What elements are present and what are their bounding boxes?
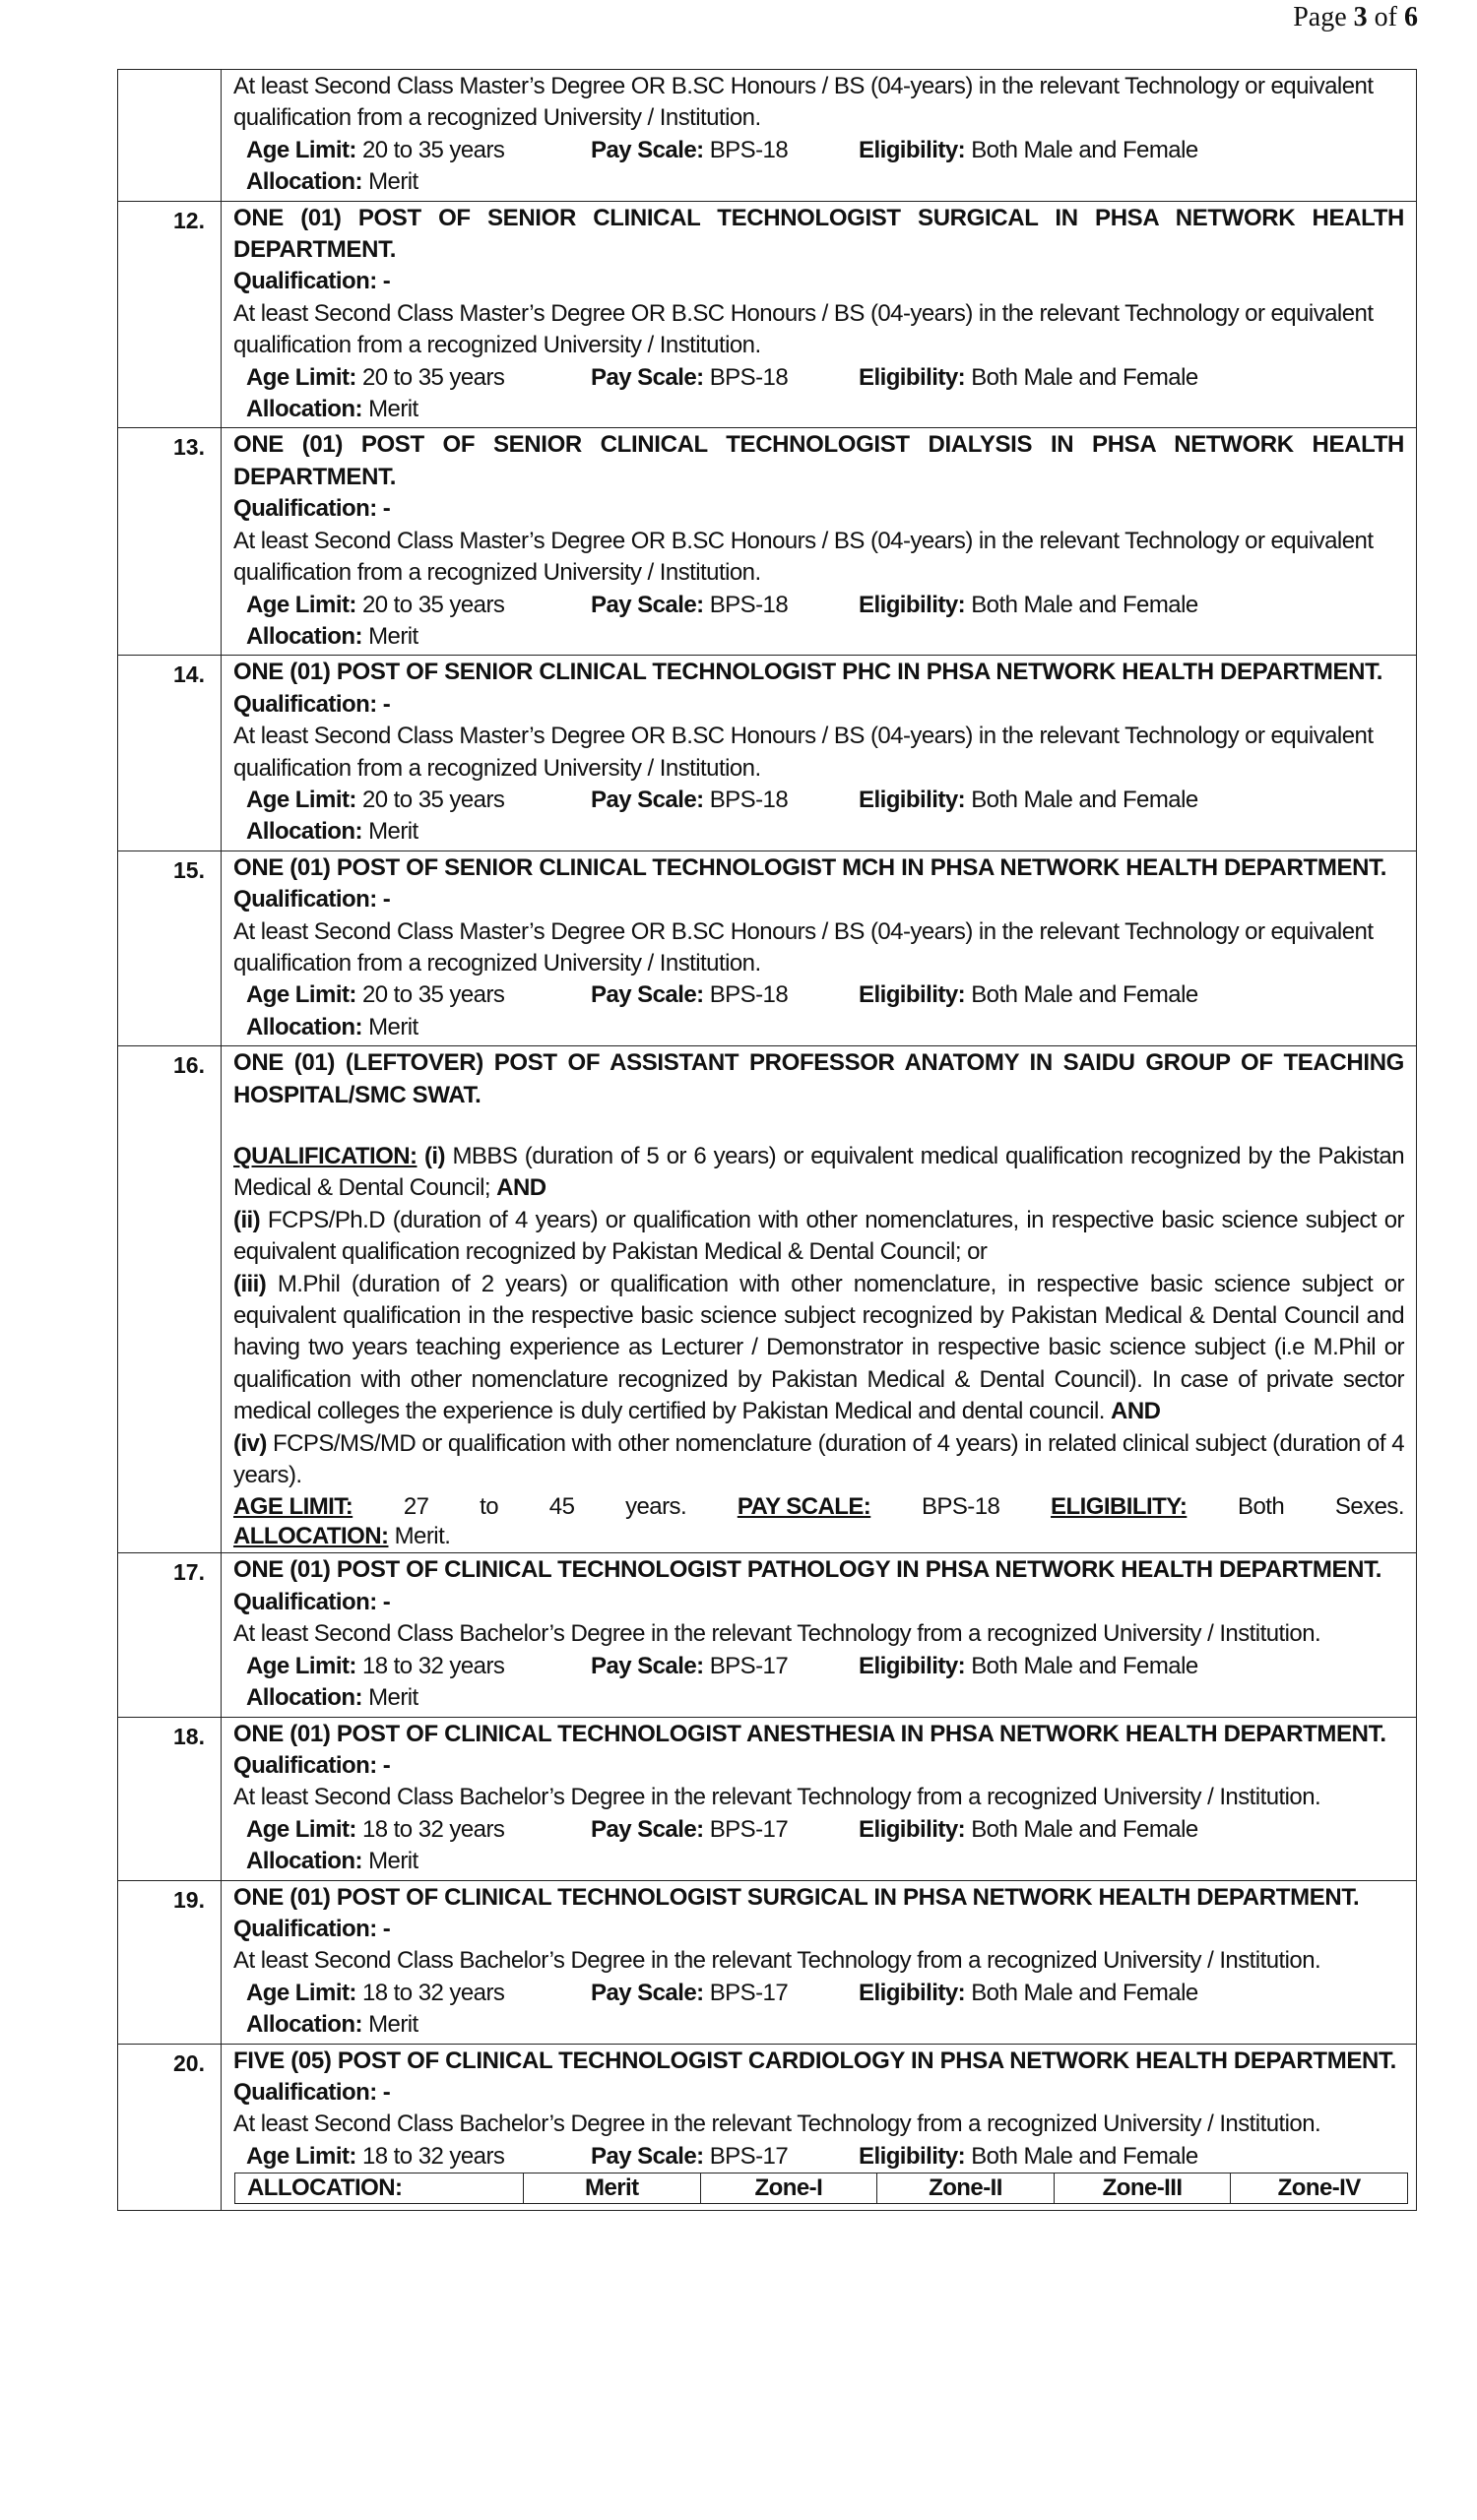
post-title: FIVE (05) POST OF CLINICAL TECHNOLOGIST CARDIOLOGY IN PHSA NETWORK HEALTH DEPARTMENT. [233,2047,1396,2074]
meta-row [233,2141,1404,2173]
age-label: Age Limit: [246,981,356,1009]
allocation-line [233,2009,1404,2041]
pay-value: BPS-18 [921,1493,1000,1521]
eligibility-label: Eligibility: [859,1979,966,2006]
spacer [233,1111,1404,1141]
qualification-ii [233,1205,1404,1269]
allocation-line [233,1846,1404,1877]
eligibility-label: Eligibility: [859,1815,966,1843]
page-total: 6 [1404,2,1418,32]
post-title: ONE (01) POST OF CLINICAL TECHNOLOGIST ANESTHESIA IN PHSA NETWORK HEALTH DEPARTMENT. [233,1720,1386,1747]
page-current: 3 [1353,2,1368,32]
qualification-text: At least Second Class Master’s Degree OR B.SC Honours / BS (04-years) in the relevant Technology or equivalent qualification from a recognized University / Institution. [233,917,1374,976]
eligibility-label: ELIGIBILITY: [1051,1493,1188,1521]
item-number: 12. [118,201,222,428]
allocation-line [233,1012,1404,1043]
pay-value: BPS-18 [709,591,789,618]
age-value: 20 to 35 years [361,786,505,813]
pay-label: PAY SCALE: [737,1493,871,1521]
table-row [118,1046,1417,1553]
age-label: AGE LIMIT: [233,1493,353,1521]
item-number: 19. [118,1880,222,2044]
post-title: ONE (01) POST OF CLINICAL TECHNOLOGIST PATHOLOGY IN PHSA NETWORK HEALTH DEPARTMENT. [233,1556,1382,1584]
qualification-text: At least Second Class Master’s Degree OR B.SC Honours / BS (04-years) in the relevant Technology or equivalent qualification from a recognized University / Institution. [233,73,1374,132]
age-label: Age Limit: [246,786,356,813]
eligibility-value: Both Male and Female [971,136,1198,163]
item-number: 16. [118,1046,222,1553]
item-content [222,2044,1417,2211]
eligibility-value: Both Male and Female [971,786,1198,813]
age-value: 20 to 35 years [361,363,505,391]
qualification-label: Qualification: - [233,886,391,914]
qualification-iii [233,1269,1404,1428]
allocation-value: Merit [368,1848,418,1875]
clause-ii-text: FCPS/Ph.D (duration of 4 years) or qualification with other nomenclatures, in respective basic science subject or equivalent qualification recognized by Pakistan Medical & Dental Council; or [233,1206,1405,1266]
pay-label: Pay Scale: [591,786,704,813]
qualification-label: Qualification: - [233,495,391,523]
item-number [118,70,222,202]
eligibility-label: Eligibility: [859,786,966,813]
post-title: ONE (01) POST OF SENIOR CLINICAL TECHNOLOGIST DIALYSIS IN PHSA NETWORK HEALTH DEPARTMENT. [233,431,1404,490]
table-row [118,428,1417,656]
allocation-value: Merit [368,168,418,196]
pay-label: Pay Scale: [591,1652,704,1679]
eligibility-label: Eligibility: [859,2142,966,2170]
age-label: Age Limit: [246,136,356,163]
meta-row [233,590,1404,621]
item-content [222,1717,1417,1880]
allocation-table [234,2173,1408,2204]
clause-iii-label: (iii) [233,1270,267,1297]
qualification-label: QUALIFICATION: [233,1143,417,1169]
page-prefix: Page [1293,2,1347,32]
qualification-label: Qualification: - [233,1588,391,1615]
meta-row [233,1978,1404,2009]
item-content [222,1553,1417,1717]
eligibility-value: Both Male and Female [971,2142,1198,2170]
posts-table [117,69,1417,2211]
post-title: ONE (01) POST OF SENIOR CLINICAL TECHNOLOGIST PHC IN PHSA NETWORK HEALTH DEPARTMENT. [233,659,1383,686]
allocation-zone-1: Zone-I [700,2174,877,2204]
eligibility-value: Both [1238,1493,1285,1521]
allocation-label: ALLOCATION: [233,1523,389,1550]
age-value: 18 to 32 years [361,1979,505,2006]
eligibility-label: Eligibility: [859,981,966,1009]
qualification-iv [233,1428,1404,1492]
allocation-label: Allocation: [246,622,362,650]
page-sep: of [1374,2,1397,32]
item-number: 17. [118,1553,222,1717]
clause-ii-label: (ii) [233,1206,261,1233]
eligibility-value: Both Male and Female [971,981,1198,1009]
pay-label: Pay Scale: [591,591,704,618]
qualification-label: Qualification: - [233,690,391,718]
allocation-zone-4: Zone-IV [1231,2174,1408,2204]
table-row [118,1880,1417,2044]
item-content [222,70,1417,202]
qualification-label: Qualification: - [233,268,391,295]
item-number: 20. [118,2044,222,2211]
pay-value: BPS-17 [709,2142,789,2170]
age-label: Age Limit: [246,591,356,618]
and-connector: AND [1111,1398,1161,1425]
allocation-zone-2: Zone-II [877,2174,1055,2204]
item-number: 13. [118,428,222,656]
post-title: ONE (01) POST OF SENIOR CLINICAL TECHNOLOGIST MCH IN PHSA NETWORK HEALTH DEPARTMENT. [233,853,1387,881]
age-value: 18 to 32 years [361,1815,505,1843]
item-content [222,1046,1417,1553]
allocation-line [233,166,1404,198]
qualification-label: Qualification: - [233,2078,391,2106]
table-row [118,1717,1417,1880]
item-number: 15. [118,850,222,1045]
meta-row [233,362,1404,394]
eligibility-label: Eligibility: [859,591,966,618]
post-title: ONE (01) POST OF CLINICAL TECHNOLOGIST SURGICAL IN PHSA NETWORK HEALTH DEPARTMENT. [233,1883,1360,1911]
allocation-value: Merit. [394,1523,451,1550]
table-row [118,201,1417,428]
qualification-text: At least Second Class Master’s Degree OR B.SC Honours / BS (04-years) in the relevant Technology or equivalent qualification from a recognized University / Institution. [233,299,1374,359]
allocation-zone-3: Zone-III [1054,2174,1231,2204]
age-value-to: to [480,1493,499,1521]
pay-label: Pay Scale: [591,2142,704,2170]
age-value: 18 to 32 years [361,1652,505,1679]
age-value: 18 to 32 years [361,2142,505,2170]
item-number: 14. [118,656,222,850]
table-row [118,70,1417,202]
pay-label: Pay Scale: [591,1979,704,2006]
eligibility-value: Both Male and Female [971,1652,1198,1679]
post-title: ONE (01) (LEFTOVER) POST OF ASSISTANT PROFESSOR ANATOMY IN SAIDU GROUP OF TEACHING HOSPITAL/SMC SWAT. [233,1049,1404,1108]
clause-iv-text: FCPS/MS/MD or qualification with other nomenclature (duration of 4 years) in related clinical subject (duration of 4 years). [233,1429,1404,1489]
clause-i-label: (i) [423,1143,445,1169]
pay-value: BPS-17 [709,1815,789,1843]
allocation-header: ALLOCATION: [235,2174,524,2204]
eligibility-value-2: Sexes. [1334,1493,1404,1521]
allocation-value: Merit [368,1684,418,1712]
clause-iv-label: (iv) [233,1429,267,1457]
post-title: ONE (01) POST OF SENIOR CLINICAL TECHNOLOGIST SURGICAL IN PHSA NETWORK HEALTH DEPARTMENT. [233,204,1404,264]
page-number [1293,2,1418,33]
age-value-max: 45 [548,1493,575,1521]
meta-row [233,135,1404,166]
terms-row [233,1491,1404,1523]
clause-iii-text: M.Phil (duration of 2 years) or qualification with other nomenclature, in respective basic science subject or equivalent qualification in the respective basic science subject recognized by Pakistan Medical & Dental Council and having two years teaching experience as Lecturer / Demonstrator in respective basic science subject (i.e M.Phil or qualification with other nomenclature recognized by Pakistan Medical & Dental Council). In case of private sector medical colleges the experience is duly certified by Pakistan Medical and dental council. [233,1270,1404,1425]
age-value: 20 to 35 years [361,136,505,163]
meta-row [233,785,1404,816]
item-number: 18. [118,1717,222,1880]
eligibility-value: Both Male and Female [971,1979,1198,2006]
allocation-label: Allocation: [246,1013,362,1040]
age-label: Age Limit: [246,1815,356,1843]
eligibility-value: Both Male and Female [971,591,1198,618]
qualification-text: At least Second Class Bachelor’s Degree in the relevant Technology from a recognized University / Institution. [233,2110,1321,2138]
qualification-text: At least Second Class Master’s Degree OR B.SC Honours / BS (04-years) in the relevant Technology or equivalent qualification from a recognized University / Institution. [233,527,1374,587]
allocation-label: Allocation: [246,818,362,846]
allocation-line [233,1523,1404,1550]
and-connector: AND [496,1174,546,1202]
table-row [118,850,1417,1045]
allocation-value: Merit [368,1013,418,1040]
table-row [118,2044,1417,2211]
allocation-line [233,394,1404,425]
allocation-value: Merit [368,818,418,846]
eligibility-label: Eligibility: [859,1652,966,1679]
qualification-label: Qualification: - [233,1915,391,1942]
item-content [222,1880,1417,2044]
allocation-label: Allocation: [246,396,362,423]
pay-label: Pay Scale: [591,136,704,163]
age-value-unit: years. [625,1493,687,1521]
pay-value: BPS-17 [709,1979,789,2006]
item-content [222,201,1417,428]
age-label: Age Limit: [246,2142,356,2170]
allocation-value: Merit [368,2011,418,2039]
item-content [222,656,1417,850]
item-content [222,428,1417,656]
qualification-text: At least Second Class Bachelor’s Degree in the relevant Technology from a recognized University / Institution. [233,1784,1321,1811]
allocation-line [233,816,1404,848]
qualification-text: At least Second Class Master’s Degree OR B.SC Honours / BS (04-years) in the relevant Technology or equivalent qualification from a recognized University / Institution. [233,723,1374,782]
pay-label: Pay Scale: [591,363,704,391]
clause-i-text: MBBS (duration of 5 or 6 years) or equivalent medical qualification recognized by the Pakistan Medical & Dental Council; [233,1143,1404,1202]
qualification-label: Qualification: - [233,1751,391,1779]
pay-value: BPS-18 [709,136,789,163]
allocation-value: Merit [368,396,418,423]
allocation-label: Allocation: [246,168,362,196]
qualification-text: At least Second Class Bachelor’s Degree in the relevant Technology from a recognized University / Institution. [233,1947,1321,1975]
age-value-min: 27 [403,1493,429,1521]
table-row [118,1553,1417,1717]
pay-value: BPS-17 [709,1652,789,1679]
meta-row [233,979,1404,1011]
allocation-label: Allocation: [246,2011,362,2039]
age-value: 20 to 35 years [361,591,505,618]
meta-row [233,1814,1404,1846]
pay-label: Pay Scale: [591,981,704,1009]
eligibility-label: Eligibility: [859,136,966,163]
allocation-line [233,1682,1404,1714]
pay-value: BPS-18 [709,981,789,1009]
meta-row [233,1651,1404,1682]
allocation-label: Allocation: [246,1848,362,1875]
eligibility-value: Both Male and Female [971,1815,1198,1843]
age-label: Age Limit: [246,1979,356,2006]
qualification-i [233,1141,1404,1205]
pay-value: BPS-18 [709,786,789,813]
age-value: 20 to 35 years [361,981,505,1009]
age-label: Age Limit: [246,1652,356,1679]
allocation-line [233,621,1404,653]
pay-label: Pay Scale: [591,1815,704,1843]
allocation-merit: Merit [524,2174,701,2204]
allocation-header-row [235,2174,1408,2204]
eligibility-value: Both Male and Female [971,363,1198,391]
eligibility-label: Eligibility: [859,363,966,391]
allocation-value: Merit [368,622,418,650]
item-content [222,850,1417,1045]
age-label: Age Limit: [246,363,356,391]
table-row [118,656,1417,850]
qualification-text: At least Second Class Bachelor’s Degree in the relevant Technology from a recognized University / Institution. [233,1620,1321,1648]
allocation-label: Allocation: [246,1684,362,1712]
pay-value: BPS-18 [709,363,789,391]
